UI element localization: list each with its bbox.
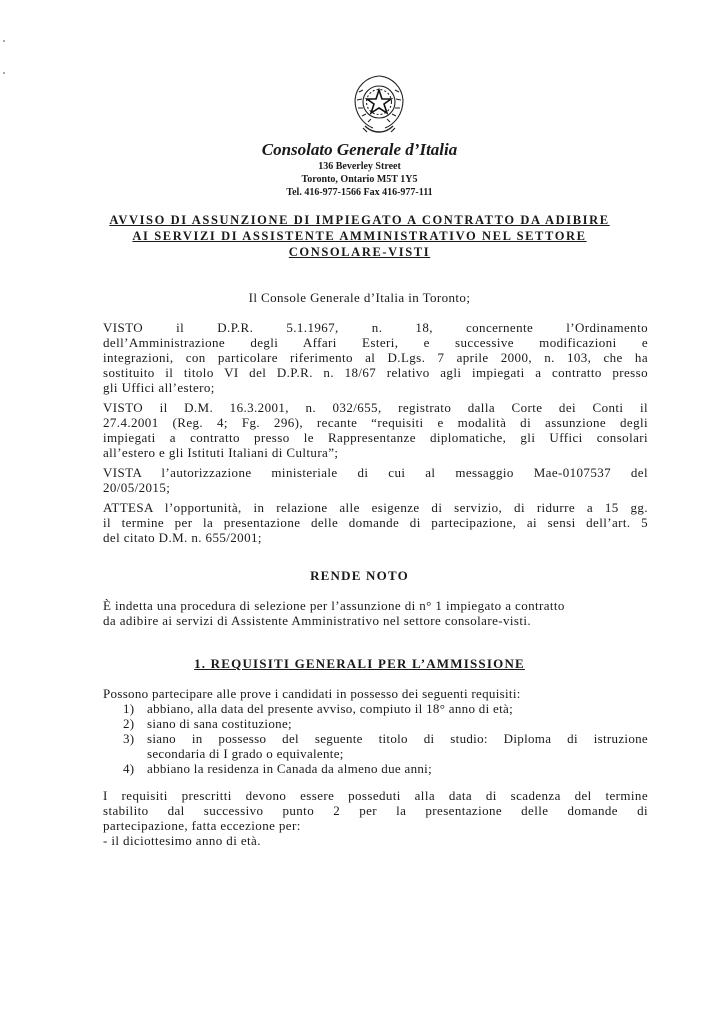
paragraph-line: VISTO il D.P.R. 5.1.1967, n. 18, concernente l’Ordinamento [103, 320, 648, 335]
paragraph-line: partecipazione, fatta eccezione per: [103, 818, 301, 833]
paragraph-line: - il diciottesimo anno di età. [103, 833, 261, 848]
list-item-number: 4) [123, 761, 135, 776]
premise-visto-dm [103, 400, 648, 460]
list-item [103, 701, 648, 716]
rende-noto-body [103, 598, 648, 628]
list-item-text: abbiano la residenza in Canada da almeno due anni; [147, 761, 433, 776]
paragraph-line: impiegati a contratto presso le Rappresentanze diplomatiche, gli Uffici consolari [103, 430, 648, 445]
list-item [103, 716, 648, 731]
paragraph-line: È indetta una procedura di selezione per l’assunzione di n° 1 impiegato a contratto [103, 598, 565, 613]
requirements-closing [103, 788, 648, 848]
requirements-list [103, 686, 648, 776]
paragraph-line: sostituito il titolo VI del D.P.R. n. 18/67 relativo agli impiegati a contratto presso [103, 365, 648, 380]
paragraph-line: all’estero e gli Istituti Italiani di Cultura”; [103, 445, 339, 460]
paragraph-line: I requisiti prescritti devono essere posseduti alla data di scadenza del termine [103, 788, 648, 803]
italian-republic-emblem [349, 70, 409, 138]
consulate-address: 136 Beverley Street [318, 161, 401, 172]
paragraph-line: integrazioni, con particolare riferimento al D.Lgs. 7 aprile 2000, n. 103, che ha [103, 350, 648, 365]
paragraph-line: da adibire ai servizi di Assistente Amministrativo nel settore consolare-visti. [103, 613, 532, 628]
paragraph-line: ATTESA l’opportunità, in relazione alle esigenze di servizio, di ridurre a 15 gg. [103, 500, 648, 515]
list-item-text: secondaria di I grado o equivalente; [147, 746, 344, 761]
list-item [103, 761, 648, 776]
consulate-contact: Tel. 416-977-1566 Fax 416-977-111 [286, 187, 433, 198]
list-item-text: abbiano, alla data del presente avviso, compiuto il 18° anno di età; [147, 701, 514, 716]
consulate-city: Toronto, Ontario M5T 1Y5 [301, 174, 418, 185]
premise-attesa [103, 500, 648, 545]
list-item-number: 2) [123, 716, 135, 731]
paragraph-line: gli Uffici all’estero; [103, 380, 215, 395]
paragraph-line: 27.4.2001 (Reg. 4; Fg. 296), recante “requisiti e modalità di assunzione degli [103, 415, 648, 430]
notice-title-line: CONSOLARE-VISTI [288, 245, 431, 259]
paragraph-line: VISTO il D.M. 16.3.2001, n. 032/655, registrato dalla Corte dei Conti il [103, 400, 648, 415]
intro-line: Il Console Generale d’Italia in Toronto; [248, 290, 471, 305]
paragraph-line: del citato D.M. n. 655/2001; [103, 530, 262, 545]
list-item-number: 1) [123, 701, 135, 716]
consulate-name: Consolato Generale d’Italia [261, 140, 458, 159]
paragraph-line: stabilito dal successivo punto 2 per la presentazione delle domande di [103, 803, 648, 818]
list-item-text: siano in possesso del seguente titolo di studio: Diploma di istruzione [147, 731, 648, 746]
scan-mark [3, 40, 5, 42]
section-1-heading: 1. REQUISITI GENERALI PER L’AMMISSIONE [194, 656, 525, 671]
paragraph-line: il termine per la presentazione delle domande di partecipazione, ai sensi dell’art. 5 [103, 515, 648, 530]
rende-noto-heading: RENDE NOTO [310, 568, 409, 583]
premise-visto-dpr [103, 320, 648, 395]
list-item [103, 731, 648, 761]
notice-title-line: AVVISO DI ASSUNZIONE DI IMPIEGATO A CONTRATTO DA ADIBIRE [109, 213, 610, 227]
scan-mark [3, 72, 5, 74]
requirements-lead: Possono partecipare alle prove i candidati in possesso dei seguenti requisiti: [103, 686, 521, 701]
list-item-text: siano di sana costituzione; [147, 716, 292, 731]
list-item-number: 3) [123, 731, 135, 746]
paragraph-line: 20/05/2015; [103, 480, 171, 495]
notice-title-line: AI SERVIZI DI ASSISTENTE AMMINISTRATIVO NEL SETTORE [132, 229, 587, 243]
paragraph-line: VISTA l’autorizzazione ministeriale di cui al messaggio Mae-0107537 del [103, 465, 648, 480]
paragraph-line: dell’Amministrazione degli Affari Esteri, e successive modificazioni e [103, 335, 648, 350]
premise-vista-autorizzazione [103, 465, 648, 495]
